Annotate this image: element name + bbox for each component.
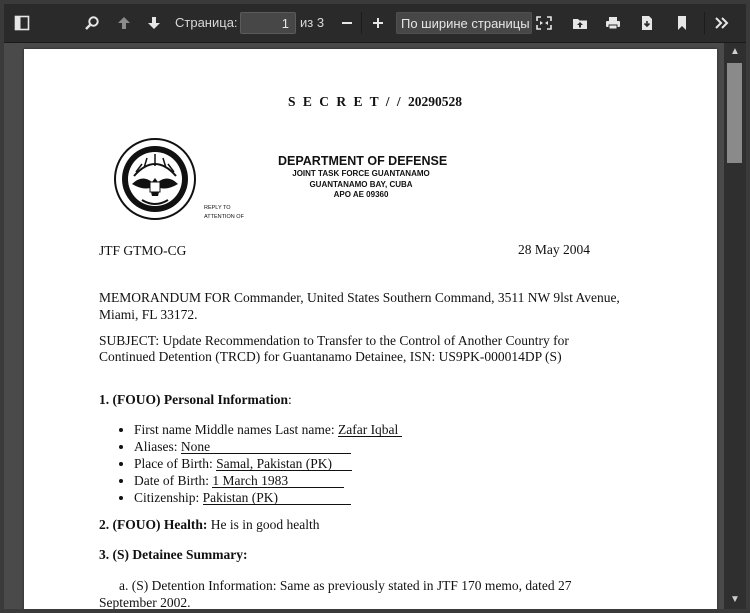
memo-date: 28 May 2004 — [518, 242, 590, 257]
presentation-icon[interactable] — [532, 12, 556, 34]
list-item — [134, 489, 402, 506]
memo-for-line-1: MEMORANDUM FOR Commander, United States Southern Command, 3511 NW 9lst Avenue, — [99, 290, 620, 305]
memo-from: JTF GTMO-CG — [99, 243, 187, 258]
vertical-scrollbar[interactable] — [724, 43, 746, 609]
field-value: 1 March 1983 — [212, 474, 344, 488]
toolbar — [4, 4, 746, 43]
field-label: Date of Birth: — [134, 473, 213, 488]
section-2-heading — [99, 517, 319, 533]
list-item — [134, 421, 402, 438]
section-3-title: 3. (S) Detainee Summary: — [99, 547, 248, 562]
section-1-title: 1. (FOUO) Personal Information — [99, 392, 288, 407]
memo-for-line-2: Miami, FL 33172. — [99, 307, 198, 322]
dept-line-2: GUANTANAMO BAY, CUBA — [309, 180, 413, 189]
sidebar-toggle-icon[interactable] — [10, 12, 34, 34]
list-item — [134, 438, 402, 455]
section-3a-line-1: a. (S) Detention Information: Same as previously stated in JTF 170 memo, dated 27 — [119, 578, 572, 593]
arrow-down-icon[interactable] — [142, 12, 166, 34]
classification-date: 20290528 — [408, 94, 463, 109]
download-icon[interactable] — [635, 12, 659, 34]
dept-line-1: JOINT TASK FORCE GUANTANAMO — [292, 169, 430, 178]
field-value: Samal, Pakistan (PK) — [216, 457, 352, 471]
subject-line-2: Continued Detention (TRCD) for Guantanamo Detainee, ISN: US9PK-000014DP (S) — [99, 349, 562, 364]
section-3a-line-2: September 2002. — [99, 595, 191, 609]
attention-of-label: ATTENTION OF — [204, 214, 244, 220]
page-label: Страница: — [175, 15, 238, 30]
list-item — [134, 472, 402, 489]
page-total: из 3 — [300, 15, 325, 30]
dod-seal-icon — [114, 138, 196, 220]
field-value: None — [181, 440, 351, 454]
department-title: DEPARTMENT OF DEFENSE — [278, 154, 448, 168]
print-icon[interactable] — [601, 12, 625, 34]
section-1-colon: : — [287, 392, 292, 407]
zoom-out-button[interactable] — [335, 12, 359, 34]
zoom-in-button[interactable] — [366, 12, 390, 34]
subject-line-1: SUBJECT: Update Recommendation to Transfer to the Control of Another Country for — [99, 333, 569, 348]
field-label: Citizenship: — [134, 490, 203, 505]
search-icon[interactable] — [80, 12, 104, 34]
pdf-page — [24, 49, 717, 609]
field-value: Zafar Iqbal — [338, 423, 402, 437]
personal-info-list — [116, 421, 402, 506]
field-label: Aliases: — [134, 439, 181, 454]
document-viewport[interactable] — [4, 43, 746, 609]
separator — [361, 12, 362, 34]
section-2-text: He is in good health — [207, 517, 320, 532]
page-number-input[interactable] — [240, 12, 296, 34]
classification-header — [288, 94, 462, 110]
classification-prefix: S E C R E T / / — [288, 94, 409, 109]
separator — [704, 12, 705, 34]
scroll-up-icon[interactable]: ▲ — [730, 46, 740, 57]
dept-line-3: APO AE 09360 — [333, 190, 389, 199]
scroll-down-icon[interactable]: ▼ — [730, 594, 740, 605]
list-item — [134, 455, 402, 472]
open-file-icon[interactable] — [568, 12, 592, 34]
field-value: Pakistan (PK) — [203, 491, 351, 505]
bookmark-icon[interactable] — [670, 12, 694, 34]
zoom-select-value: По ширине страницы — [401, 16, 530, 31]
scrollbar-thumb[interactable] — [727, 63, 742, 163]
field-label: First name Middle names Last name: — [134, 422, 338, 437]
section-2-title: 2. (FOUO) Health: — [99, 517, 208, 532]
section-1-heading — [99, 392, 292, 408]
field-label: Place of Birth: — [134, 456, 217, 471]
pdf-viewer-window — [4, 4, 746, 609]
reply-to-label: REPLY TO — [204, 205, 231, 211]
section-3-heading — [99, 547, 247, 563]
zoom-select[interactable] — [396, 12, 532, 34]
arrow-up-icon[interactable] — [112, 12, 136, 34]
chevrons-right-icon[interactable] — [710, 12, 734, 34]
